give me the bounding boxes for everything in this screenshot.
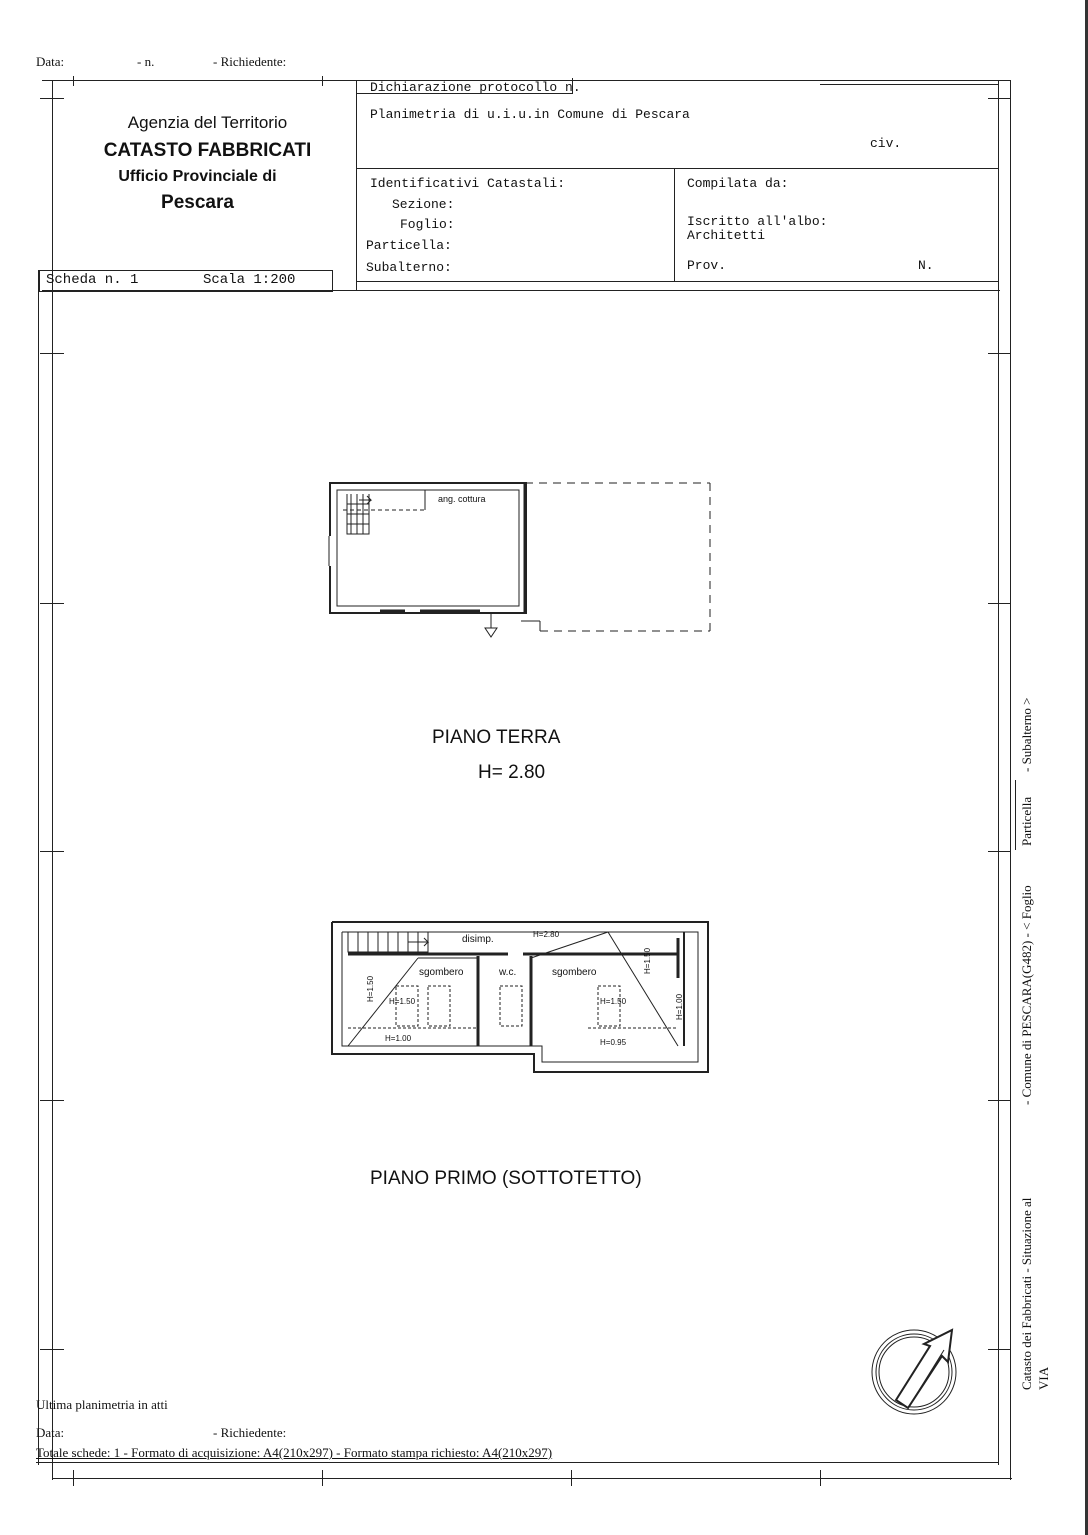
agency-name: Agenzia del Territorio	[127, 113, 288, 132]
scheda-scale: Scala 1:200	[203, 272, 296, 288]
meta-richiedente-label: - Richiedente:	[213, 54, 287, 69]
footer-richiedente-label: - Richiedente:	[213, 1425, 287, 1440]
footer-data-label: Data:	[36, 1425, 65, 1440]
tick	[988, 1100, 1010, 1101]
agency-catasto: CATASTO FABBRICATI	[103, 140, 312, 161]
piano-terra-title: PIANO TERRA	[432, 727, 561, 748]
tick	[322, 1470, 323, 1486]
totale-schede: Totale schede: 1 - Formato di acquisizione: A4(210x297) - Formato stampa richiesto: A4(210x297)	[36, 1445, 553, 1460]
height-label: H=1.00	[675, 993, 684, 1020]
identificativi-title: Identificativi Catastali:	[370, 176, 566, 191]
tick	[40, 603, 64, 604]
piano-terra-plan	[325, 476, 717, 640]
header-bottom-line	[356, 281, 998, 282]
tick	[988, 98, 1010, 99]
header-divider-h	[356, 168, 998, 169]
height-label: H=2.80	[533, 930, 560, 939]
height-label: H=1.50	[643, 947, 652, 974]
height-label: H=1.50	[600, 997, 627, 1006]
scheda-number: Scheda n. 1	[46, 272, 139, 288]
side-particella-text: Particella	[1019, 796, 1034, 846]
disimp-label: disimp.	[462, 934, 494, 945]
piano-terra-height: H= 2.80	[478, 762, 546, 783]
prov-label: Prov.	[687, 258, 727, 273]
piano-primo-title: PIANO PRIMO (SOTTOTETTO)	[370, 1168, 642, 1189]
header-right-line	[820, 84, 998, 85]
height-label: H=0.95	[600, 1038, 627, 1047]
tick	[40, 1349, 64, 1350]
frame-bottom-inner	[36, 1462, 998, 1463]
side-via-text: VIA	[1036, 1366, 1051, 1390]
particella-label: Particella:	[366, 238, 452, 253]
tick	[571, 1470, 572, 1486]
tick	[988, 1349, 1010, 1350]
side-comune-text: - Comune di PESCARA(G482) - < Foglio	[1019, 885, 1034, 1105]
ang-cottura-label: ang. cottura	[438, 494, 486, 504]
wc-label: w.c.	[499, 967, 517, 978]
ultima-planimetria: Ultima planimetria in atti	[36, 1397, 168, 1412]
frame-right	[1010, 80, 1011, 1480]
sezione-label: Sezione:	[392, 197, 455, 212]
albo-value: Architetti	[687, 228, 766, 243]
tick	[73, 76, 74, 86]
frame-bottom	[52, 1478, 1012, 1479]
tick	[40, 851, 64, 852]
tick	[820, 1470, 821, 1486]
compilata-title: Compilata da:	[687, 176, 789, 191]
planimetria-label: Planimetria di u.i.u.in Comune di Pescara	[370, 107, 690, 122]
sgombero-left-label: sgombero	[419, 967, 464, 978]
tick	[40, 1100, 64, 1101]
sgombero-right-label: sgombero	[552, 967, 597, 978]
piano-primo-plan	[328, 918, 712, 1078]
north-arrow-icon	[868, 1322, 968, 1422]
tick	[322, 76, 323, 86]
tick	[988, 603, 1010, 604]
agency-city: Pescara	[161, 192, 234, 213]
tick	[988, 851, 1010, 852]
height-label: H=1.50	[389, 997, 416, 1006]
tick	[988, 353, 1010, 354]
header-divider-v2	[674, 168, 675, 282]
tick	[40, 98, 64, 99]
side-divider	[1015, 780, 1016, 850]
protocol-label: Dichiarazione protocollo n.	[370, 80, 581, 95]
meta-data-label: Data:	[36, 54, 65, 69]
civ-label: civ.	[870, 136, 902, 151]
side-subalterno-text: - Subalterno >	[1019, 697, 1034, 772]
foglio-label: Foglio:	[400, 217, 455, 232]
iscritto-label: Iscritto all'albo:	[687, 214, 828, 229]
meta-n-label: - n.	[137, 54, 155, 69]
agency-ufficio: Ufficio Provinciale di	[118, 168, 277, 185]
height-label: H=1.50	[366, 975, 375, 1002]
n-label: N.	[918, 258, 934, 273]
tick	[40, 353, 64, 354]
height-label: H=1.00	[385, 1034, 412, 1043]
side-catasto-text: Catasto dei Fabbricati - Situazione al	[1019, 1197, 1034, 1390]
frame-left-inner	[38, 270, 39, 1465]
tick	[73, 1470, 74, 1486]
header-divider-v	[356, 80, 357, 290]
subalterno-label: Subalterno:	[366, 260, 452, 275]
frame-right-inner	[998, 80, 999, 1465]
